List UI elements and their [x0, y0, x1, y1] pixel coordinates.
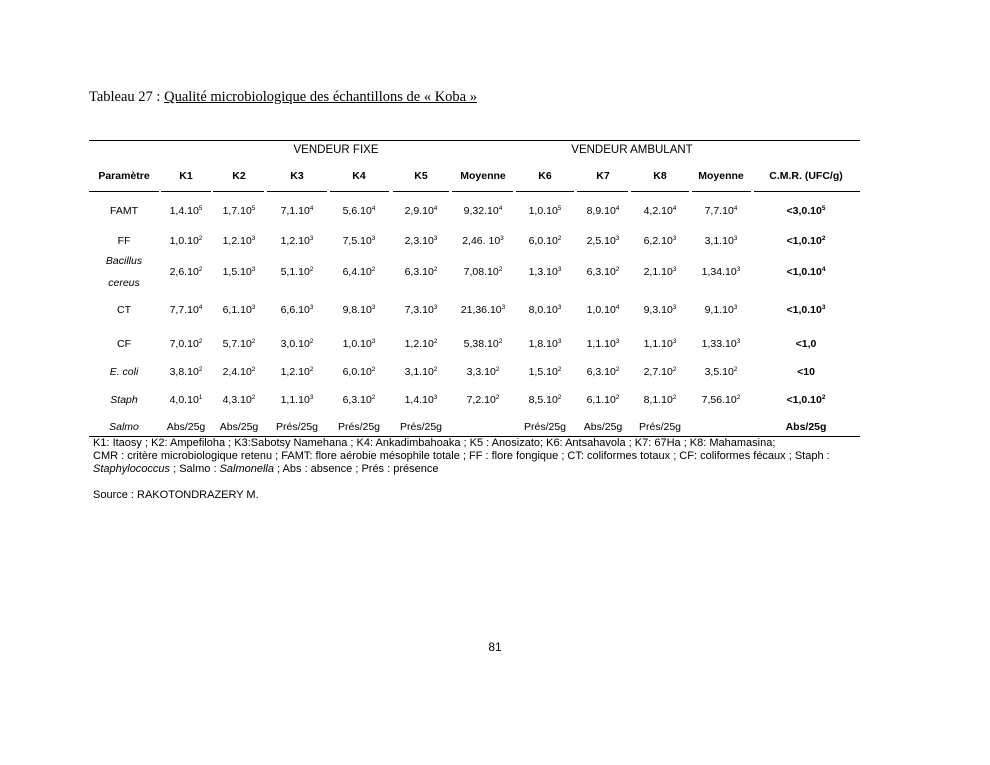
cell-exponent: 3: [736, 338, 741, 345]
cell-exponent: 2: [821, 394, 826, 401]
cell-value: 6,1.10: [222, 304, 252, 316]
cell-value: <1,0: [795, 338, 817, 350]
cell-exponent: 4: [433, 205, 438, 212]
cell-exponent: 2: [495, 366, 500, 373]
cell-exponent: 2: [433, 338, 438, 345]
cell-value: 7,2.10: [466, 394, 496, 406]
cell-exponent: 2: [371, 394, 376, 401]
cell-exponent: 2: [557, 235, 562, 242]
table-cell: [223, 235, 256, 247]
table-cell: [343, 235, 376, 247]
cell-value: Prés/25g: [275, 421, 319, 433]
table-cell: [167, 421, 206, 433]
table-cell: [587, 205, 620, 217]
table-cell: [705, 304, 738, 316]
legend-abs-pres: ; Abs : absence ; Prés : présence: [274, 463, 439, 475]
cell-value: 4,2.10: [643, 205, 673, 217]
table-cell: [529, 394, 562, 406]
table-cell: [343, 338, 376, 350]
caption-prefix: Tableau 27 :: [89, 89, 165, 105]
cell-exponent: 3: [672, 235, 677, 242]
table-cell: [343, 304, 376, 316]
cell-exponent: 2: [309, 338, 314, 345]
table-cell: [223, 338, 256, 350]
cell-exponent: 2: [498, 266, 503, 273]
cell-value: <1,0.10: [786, 394, 822, 406]
table-cell: [343, 366, 376, 378]
cell-value: 6,3.10: [586, 266, 616, 278]
cell-exponent: 2: [198, 266, 203, 273]
cmr-cell: [787, 205, 826, 217]
table-cell: [223, 205, 256, 217]
table-cell: [170, 338, 203, 350]
header-underline: [516, 191, 574, 192]
table-cell: [705, 235, 738, 247]
cell-value: 3,1.10: [404, 366, 434, 378]
cmr-cell: [786, 421, 827, 433]
table-cell: [587, 266, 620, 278]
cell-exponent: 4: [733, 205, 738, 212]
cell-value: 1,3.10: [528, 266, 558, 278]
cell-value: 9,1.10: [704, 304, 734, 316]
header-underline: [577, 191, 628, 192]
source-line: Source : RAKOTONDRAZERY M.: [93, 489, 259, 501]
cell-exponent: 2: [251, 338, 256, 345]
cell-value: <1,0.10: [786, 304, 822, 316]
cell-exponent: 3: [733, 304, 738, 311]
cell-value: 2,46. 10: [462, 235, 501, 247]
cell-exponent: 2: [615, 266, 620, 273]
cell-exponent: 2: [198, 366, 203, 373]
table-cell: [702, 394, 741, 406]
cell-exponent: 2: [557, 394, 562, 401]
cell-value: 1,0.10: [342, 338, 372, 350]
cell-value: 7,7.10: [169, 304, 199, 316]
cell-value: 3,3.10: [466, 366, 496, 378]
table-cell: [276, 421, 318, 433]
table-cell: [405, 366, 438, 378]
cell-value: <3,0.10: [786, 205, 822, 217]
cell-exponent: 3: [371, 304, 376, 311]
cell-exponent: 3: [557, 304, 562, 311]
table-cell: [281, 266, 314, 278]
cell-exponent: 3: [433, 394, 438, 401]
table-cell: [170, 366, 203, 378]
cell-exponent: 4: [309, 205, 314, 212]
cell-value: <1,0.10: [786, 235, 822, 247]
header-underline: [330, 191, 389, 192]
cell-exponent: 2: [198, 235, 203, 242]
cell-exponent: 3: [557, 338, 562, 345]
cell-exponent: 4: [821, 266, 826, 273]
cell-value: 6,1.10: [586, 394, 616, 406]
table-cell: [223, 366, 256, 378]
cell-value: 1,0.10: [169, 235, 199, 247]
cell-value: 2,6.10: [169, 266, 199, 278]
cell-value: 8,1.10: [643, 394, 673, 406]
cell-value: 7,56.10: [701, 394, 737, 406]
row-parameter: [106, 250, 142, 294]
table-cell: [462, 235, 504, 247]
column-header: K8: [653, 170, 667, 182]
cell-exponent: 2: [251, 366, 256, 373]
table-cell: [464, 266, 503, 278]
table-cell: [281, 338, 314, 350]
table-cell: [529, 304, 562, 316]
table-cell: [405, 205, 438, 217]
group-vendeur-ambulant: VENDEUR AMBULANT: [571, 144, 693, 156]
cmr-cell: [787, 235, 826, 247]
cell-value: 6,0.10: [342, 366, 372, 378]
cell-exponent: 2: [498, 338, 503, 345]
row-parameter: E. coli: [109, 366, 139, 378]
cell-exponent: 2: [672, 394, 677, 401]
cell-exponent: 3: [821, 304, 826, 311]
cell-exponent: 2: [736, 394, 741, 401]
table-cell: [220, 421, 259, 433]
cell-value: 8,9.10: [586, 205, 616, 217]
cmr-cell: [787, 266, 826, 278]
cell-exponent: 3: [251, 304, 256, 311]
row-parameter: CF: [117, 338, 131, 350]
cell-value: 3,0.10: [280, 338, 310, 350]
cell-value: 1,1.10: [280, 394, 310, 406]
cell-exponent: 3: [251, 266, 256, 273]
cell-value: 9,32.10: [463, 205, 499, 217]
cell-exponent: 3: [309, 235, 314, 242]
table-caption: [89, 89, 477, 106]
cell-value: 4,3.10: [222, 394, 252, 406]
legend-line-1: K1: Itaosy ; K2: Ampefiloha ; K3:Sabotsy Namehana ; K4: Ankadimbahoaka ; K5 : Anosizato; K6: Antsahavola ; K7: 67Ha ; K8: Mahamasina;: [93, 437, 776, 449]
cell-value: 2,7.10: [643, 366, 673, 378]
table-cell: [464, 205, 503, 217]
cell-exponent: 2: [251, 394, 256, 401]
cell-value: 2,3.10: [404, 235, 434, 247]
table-cell: [405, 338, 438, 350]
row-parameter-line: Bacillus: [105, 255, 143, 267]
cell-exponent: 5: [251, 205, 256, 212]
cell-value: 1,4.10: [169, 205, 199, 217]
cmr-cell: [796, 338, 817, 350]
header-underline: [452, 191, 513, 192]
cell-exponent: 4: [198, 304, 203, 311]
table-cell: [281, 235, 314, 247]
cell-value: 6,3.10: [586, 366, 616, 378]
header-underline: [161, 191, 211, 192]
table-cell: [702, 338, 741, 350]
table-cell: [644, 304, 677, 316]
cell-exponent: 2: [733, 366, 738, 373]
cell-value: Prés/25g: [638, 421, 682, 433]
table-cell: [705, 366, 738, 378]
table-cell: [529, 338, 562, 350]
cell-value: 3,8.10: [169, 366, 199, 378]
cell-value: Prés/25g: [337, 421, 381, 433]
cell-exponent: 2: [433, 366, 438, 373]
column-header: K7: [596, 170, 610, 182]
header-underline: [393, 191, 449, 192]
cell-exponent: 2: [615, 394, 620, 401]
table-cell: [644, 266, 677, 278]
table-cell: [644, 235, 677, 247]
cell-value: <1,0.10: [786, 266, 822, 278]
table-cell: [170, 235, 203, 247]
cell-exponent: 3: [309, 304, 314, 311]
table-cell: [584, 421, 623, 433]
table-cell: [343, 394, 376, 406]
table-cell: [343, 205, 376, 217]
cell-exponent: 2: [309, 266, 314, 273]
header-underline: [754, 191, 860, 192]
cell-value: 2,1.10: [643, 266, 673, 278]
cell-value: 1,0.10: [528, 205, 558, 217]
column-header: K3: [290, 170, 304, 182]
cell-exponent: 3: [309, 394, 314, 401]
cell-value: 1,2.10: [280, 366, 310, 378]
row-parameter: Staph: [110, 394, 138, 406]
cell-value: 3,1.10: [704, 235, 734, 247]
table-cell: [464, 338, 503, 350]
cell-value: 1,5.10: [528, 366, 558, 378]
column-header: Paramètre: [98, 170, 150, 182]
cell-value: 9,3.10: [643, 304, 673, 316]
table-cell: [587, 304, 620, 316]
cell-value: 1,1.10: [643, 338, 673, 350]
cell-value: <10: [797, 366, 815, 378]
column-header: Moyenne: [698, 170, 744, 182]
table-cell: [587, 366, 620, 378]
cell-exponent: 2: [198, 338, 203, 345]
cell-value: Abs/25g: [166, 421, 206, 433]
cell-value: 6,4.10: [342, 266, 372, 278]
cell-exponent: 3: [251, 235, 256, 242]
cell-value: 6,3.10: [404, 266, 434, 278]
header-underline: [213, 191, 264, 192]
cell-exponent: 2: [309, 366, 314, 373]
cell-exponent: 3: [672, 304, 677, 311]
table-cell: [529, 205, 562, 217]
cell-exponent: 3: [736, 266, 741, 273]
table-cell: [281, 205, 314, 217]
table-cell: [587, 394, 620, 406]
cell-value: 4,0.10: [169, 394, 199, 406]
cell-exponent: 3: [672, 338, 677, 345]
cell-exponent: 3: [433, 304, 438, 311]
row-parameter: FAMT: [110, 205, 138, 217]
cell-value: 1,2.10: [280, 235, 310, 247]
table-cell: [639, 421, 681, 433]
cell-value: Prés/25g: [523, 421, 567, 433]
cell-value: 1,1.10: [586, 338, 616, 350]
cell-value: 1,34.10: [701, 266, 737, 278]
table-cell: [343, 266, 376, 278]
cell-value: 7,0.10: [169, 338, 199, 350]
cell-value: Prés/25g: [399, 421, 443, 433]
cell-exponent: 2: [495, 394, 500, 401]
table-cell: [702, 266, 741, 278]
cell-value: 1,0.10: [586, 304, 616, 316]
cell-exponent: 3: [557, 266, 562, 273]
column-header: K2: [232, 170, 246, 182]
cell-exponent: 5: [557, 205, 562, 212]
column-header: K4: [352, 170, 366, 182]
legend-salmonella: Salmonella: [219, 463, 274, 475]
cell-value: 7,1.10: [280, 205, 310, 217]
header-underline: [692, 191, 751, 192]
table-cell: [405, 394, 438, 406]
row-parameter: Salmo: [109, 421, 139, 433]
table-cell: [467, 366, 500, 378]
cmr-cell: [787, 304, 826, 316]
cell-value: 6,0.10: [528, 235, 558, 247]
table-cell: [529, 266, 562, 278]
table-cell: [170, 266, 203, 278]
table-cell: [400, 421, 442, 433]
header-underline: [89, 191, 159, 192]
table-cell: [587, 338, 620, 350]
table-cell: [467, 394, 500, 406]
cell-exponent: 3: [433, 235, 438, 242]
cell-exponent: 4: [615, 304, 620, 311]
column-header: Moyenne: [460, 170, 506, 182]
table-cell: [644, 338, 677, 350]
cell-value: 1,4.10: [404, 394, 434, 406]
cell-value: 7,5.10: [342, 235, 372, 247]
cell-value: 1,8.10: [528, 338, 558, 350]
caption-title: Qualité microbiologique des échantillons de « Koba »: [164, 89, 477, 105]
cell-value: 2,9.10: [404, 205, 434, 217]
cell-value: 8,0.10: [528, 304, 558, 316]
header-underline: [631, 191, 689, 192]
legend-staphylococcus: Staphylococcus: [93, 463, 171, 475]
cell-exponent: 3: [501, 304, 506, 311]
cell-exponent: 3: [371, 235, 376, 242]
cell-exponent: 4: [672, 205, 677, 212]
table-cell: [529, 366, 562, 378]
cell-exponent: 3: [371, 338, 376, 345]
cell-value: 2,4.10: [222, 366, 252, 378]
cell-value: 1,5.10: [222, 266, 252, 278]
cell-exponent: 2: [821, 235, 826, 242]
cell-exponent: 5: [821, 205, 826, 212]
cell-value: 6,3.10: [342, 394, 372, 406]
cell-exponent: 2: [672, 366, 677, 373]
cell-value: 7,3.10: [404, 304, 434, 316]
cell-exponent: 3: [672, 266, 677, 273]
legend-line-3: [93, 463, 438, 475]
header-underline: [267, 191, 327, 192]
cell-value: 8,5.10: [528, 394, 558, 406]
cell-value: 7,7.10: [704, 205, 734, 217]
table-cell: [338, 421, 380, 433]
cell-value: 5,7.10: [222, 338, 252, 350]
cell-value: 1,2.10: [222, 235, 252, 247]
cell-exponent: 4: [615, 205, 620, 212]
table-cell: [223, 394, 256, 406]
cell-exponent: 3: [500, 235, 504, 242]
cell-exponent: 3: [615, 235, 620, 242]
table-cell: [281, 394, 314, 406]
table-top-rule: [89, 140, 860, 141]
cell-exponent: 4: [371, 205, 376, 212]
table-cell: [405, 304, 438, 316]
table-cell: [223, 304, 256, 316]
table-cell: [170, 205, 203, 217]
table-cell: [281, 366, 314, 378]
table-cell: [405, 235, 438, 247]
table-cell: [170, 304, 203, 316]
cell-exponent: 2: [557, 366, 562, 373]
row-parameter: CT: [117, 304, 131, 316]
table-cell: [705, 205, 738, 217]
cell-value: 3,5.10: [704, 366, 734, 378]
cmr-cell: [797, 366, 815, 378]
cell-exponent: 4: [498, 205, 503, 212]
table-cell: [281, 304, 314, 316]
cell-exponent: 3: [733, 235, 738, 242]
table-cell: [461, 304, 506, 316]
table-cell: [644, 205, 677, 217]
page-number: 81: [488, 640, 502, 654]
cell-exponent: 2: [433, 266, 438, 273]
cell-value: 21,36.10: [460, 304, 502, 316]
table-cell: [644, 394, 677, 406]
cell-value: 6,6.10: [280, 304, 310, 316]
row-parameter-line: cereus: [108, 277, 140, 289]
cell-exponent: 2: [371, 366, 376, 373]
cell-value: 5,38.10: [463, 338, 499, 350]
cell-value: 2,5.10: [586, 235, 616, 247]
column-header: K5: [414, 170, 428, 182]
cell-value: 1,7.10: [222, 205, 252, 217]
cell-exponent: 3: [615, 338, 620, 345]
table-cell: [524, 421, 566, 433]
row-parameter: FF: [117, 235, 131, 247]
table-cell: [223, 266, 256, 278]
table-cell: [170, 394, 203, 406]
cell-exponent: 5: [198, 205, 203, 212]
cell-exponent: 1: [198, 394, 203, 401]
group-vendeur-fixe: VENDEUR FIXE: [293, 144, 379, 156]
cell-value: 7,08.10: [463, 266, 499, 278]
table-cell: [644, 366, 677, 378]
cell-value: 5,6.10: [342, 205, 372, 217]
column-header: K6: [538, 170, 552, 182]
column-header: K1: [179, 170, 193, 182]
cell-exponent: 2: [371, 266, 376, 273]
table-cell: [587, 235, 620, 247]
legend-salmo-label: ; Salmo :: [170, 463, 220, 475]
cell-value: 6,2.10: [643, 235, 673, 247]
table-cell: [529, 235, 562, 247]
cell-value: 1,33.10: [701, 338, 737, 350]
column-header: C.M.R. (UFC/g): [769, 170, 843, 182]
cell-value: Abs/25g: [583, 421, 623, 433]
legend-line-2: CMR : critère microbiologique retenu ; FAMT: flore aérobie mésophile totale ; FF : flore fongique ; CT: coliformes totaux ; CF: coliformes fécaux ; Staph :: [93, 450, 830, 462]
cell-value: Abs/25g: [219, 421, 259, 433]
cell-value: 1,2.10: [404, 338, 434, 350]
cell-exponent: 2: [615, 366, 620, 373]
cell-value: Abs/25g: [785, 421, 827, 433]
cell-value: 9,8.10: [342, 304, 372, 316]
table-cell: [405, 266, 438, 278]
cmr-cell: [787, 394, 826, 406]
cell-value: 5,1.10: [280, 266, 310, 278]
